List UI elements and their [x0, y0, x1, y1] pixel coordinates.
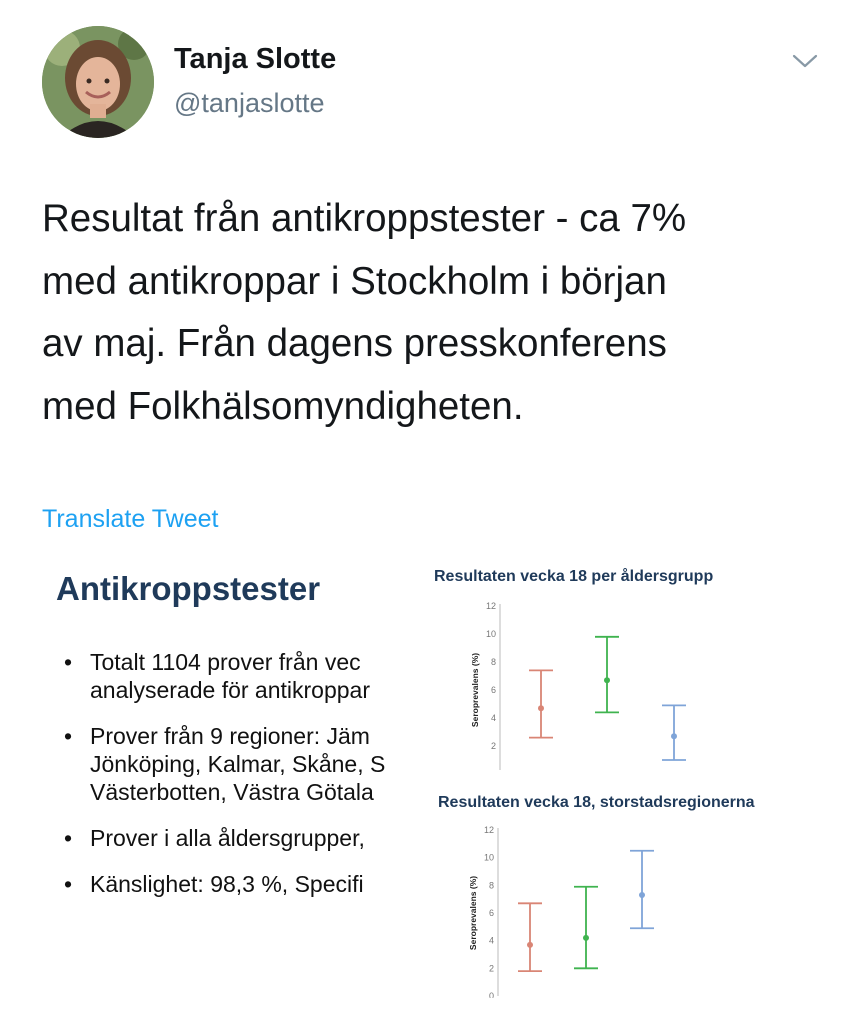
slide-title: Antikroppstester — [56, 570, 321, 607]
data-point — [639, 892, 645, 898]
display-name[interactable]: Tanja Slotte — [174, 43, 337, 75]
slide-bullet — [62, 648, 432, 704]
y-axis-label: Seroprevalens (%) — [468, 875, 478, 951]
translate-tweet-link[interactable]: Translate Tweet — [42, 505, 219, 533]
data-point — [583, 935, 589, 941]
y-tick-label: 0 — [488, 991, 494, 998]
slide-bullet-line: • Prover från 9 regioner: Jäm — [90, 723, 370, 749]
y-tick-label: 12 — [485, 601, 496, 611]
avatar-image — [42, 26, 154, 138]
slide-bullet-line: Västerbotten, Västra Götala — [90, 779, 374, 805]
chart-title: Resultaten vecka 18, storstadsregionerna — [438, 794, 755, 811]
slide-bullet-line: • Prover i alla åldersgrupper, — [90, 825, 365, 851]
tweet-line: med Folkhälsomyndigheten. — [42, 384, 524, 428]
y-tick-label: 2 — [488, 963, 494, 974]
user-handle[interactable]: @tanjaslotte — [174, 88, 325, 118]
slide-bullet — [62, 722, 432, 806]
y-axis-label: Seroprevalens (%) — [470, 652, 480, 728]
y-tick-label: 10 — [483, 852, 494, 863]
slide-bullet-line: • Känslighet: 98,3 %, Specifi — [90, 871, 364, 897]
age-group-chart — [434, 600, 834, 778]
metro-region-chart — [434, 822, 834, 998]
slide-bullet — [62, 870, 432, 898]
tweet-line: med antikroppar i Stockholm i början — [42, 259, 667, 303]
data-point — [671, 733, 677, 739]
y-tick-label: 4 — [490, 713, 496, 723]
y-tick-label: 6 — [488, 908, 494, 918]
y-tick-label: 10 — [485, 629, 496, 639]
slide-bullet — [62, 824, 432, 852]
y-tick-label: 8 — [490, 657, 496, 667]
slide-bullet-line: analyserade för antikroppar — [90, 677, 370, 703]
chart-title: Resultaten vecka 18 per åldersgrupp — [434, 568, 714, 585]
slide-bullet-line: • Totalt 1104 prover från vec — [90, 649, 361, 675]
tweet-line: av maj. Från dagens presskonferens — [42, 322, 667, 365]
y-tick-label: 4 — [488, 935, 494, 946]
slide-bullet-line: Jönköping, Kalmar, Skåne, S — [90, 751, 386, 777]
chevron-down-icon — [790, 50, 820, 72]
tweet-line: Resultat från antikroppstester - ca 7% — [42, 197, 687, 240]
y-tick-label: 2 — [490, 741, 496, 751]
tweet-image[interactable] — [42, 548, 854, 1024]
y-tick-label: 12 — [483, 825, 494, 835]
tweet-menu-button[interactable] — [790, 50, 820, 72]
data-point — [604, 677, 610, 683]
slide-bullet-list — [62, 648, 432, 916]
data-point — [527, 942, 533, 948]
y-tick-label: 6 — [490, 685, 496, 695]
tweet-text — [42, 188, 822, 438]
avatar[interactable] — [42, 26, 154, 138]
y-tick-label: 8 — [488, 880, 494, 891]
data-point — [538, 705, 544, 711]
